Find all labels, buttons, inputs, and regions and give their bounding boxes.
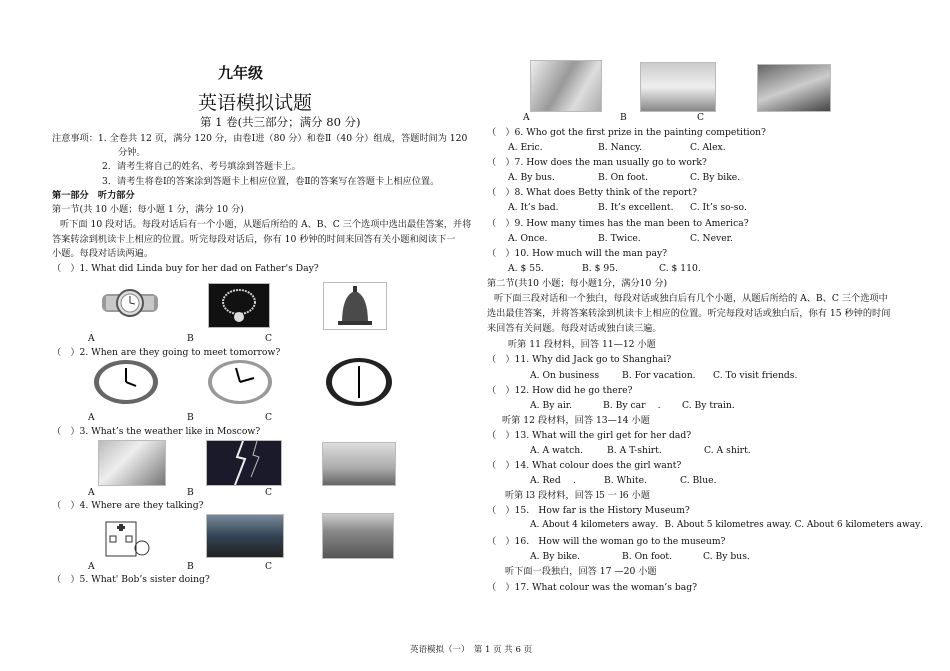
necklace-image	[208, 283, 270, 328]
q15-options: A. About 4 kilometers away．B. About 5 kilometres away. C. About 6 kilometers away．	[530, 520, 930, 530]
notes-line-1: 注意事项：1. 全卷共 12 页，满分 120 分，由卷Ⅰ进（80 分）和卷Ⅱ（40 分）组成，答题时间为 120	[52, 133, 468, 144]
question-3: （ ）3. What’s the weather like in Moscow?	[52, 426, 261, 437]
option-a-label: A	[88, 561, 95, 572]
paper-subtitle: 第 1 卷(共三部分；满分 80 分)	[200, 115, 361, 129]
option-b-label: B	[187, 487, 194, 498]
bell-icon	[324, 283, 386, 329]
q7-option-c: C. By bike.	[690, 172, 741, 183]
option-b-label: B	[187, 412, 194, 423]
q11-option-b: B. For vacation.	[622, 370, 696, 381]
option-c-label: C	[265, 487, 273, 498]
q10-option-a: A. $ 55.	[508, 263, 544, 274]
q12-option-a: A. By air.	[530, 400, 573, 411]
page-footer: 英语模拟（一） 第 1 页 共 6 页	[410, 645, 533, 655]
clock-icon	[206, 358, 274, 406]
snow-image	[98, 440, 166, 486]
option-a-label: A	[88, 487, 95, 498]
material-11-note: 听第 11 段材料，回答 11—12 小题	[508, 339, 656, 350]
question-9: （ ）9. How many times has the man been to America?	[487, 218, 749, 229]
clock-icon	[325, 356, 393, 408]
section1-instr-2: 答案转涂到机读卡上相应的位置。听完每段对话后，你有 10 秒钟的时间来回答有关小题和阅读下一	[52, 234, 456, 245]
clock-icon	[92, 358, 160, 406]
q13-option-c: C. A shirt.	[704, 445, 751, 456]
q16-option-b: B. On foot.	[622, 551, 673, 562]
q13-option-b: B. A T-shirt.	[607, 445, 662, 456]
question-10: （ ）10. How much will the man pay?	[487, 248, 668, 259]
question-2: （ ）2. When are they going to meet tomorrow?	[52, 347, 281, 358]
question-1: （ ）1. What did Linda buy for her dad on Father's Day?	[52, 263, 319, 274]
swimming-image	[757, 64, 831, 112]
q6-option-b: B. Nancy.	[598, 142, 643, 153]
clock-c-image	[325, 356, 393, 408]
monologue-note: 听下面一段独白，回答 17 —20 小题	[505, 566, 657, 577]
section1-heading: 第一节(共 10 小题；每小题 1 分，满分 10 分)	[52, 204, 244, 215]
q8-option-c: C. It’s so-so.	[690, 202, 747, 213]
question-5: （ ）5. What' Bob’s sister doing?	[52, 574, 210, 585]
q14-option-b: B. White.	[604, 475, 647, 486]
section2-instr-3: 来回答有关问题。每段对话或独白读三遍。	[487, 323, 662, 334]
q14-option-a: A. Red .	[530, 475, 576, 486]
notes-line-1b: 分钟。	[118, 147, 146, 158]
q16-option-c: C. By bus．	[703, 551, 757, 562]
grade-heading: 九年级	[218, 64, 264, 82]
notes-line-3: 3．请考生将卷Ⅰ的答案涂到答题卡上相应位置，卷Ⅱ的答案写在答题卡上相应位置。	[102, 176, 440, 187]
q12-option-b: B. By car .	[603, 400, 661, 411]
q11-option-a: A. On business	[530, 370, 600, 381]
section2-heading: 第二节(共10 小题；每小题1分，满分10 分)	[487, 278, 668, 289]
q8-option-a: A. It’s bad.	[508, 202, 559, 213]
question-4: （ ）4. Where are they talking?	[52, 500, 204, 511]
q7-option-b: B. On foot.	[598, 172, 649, 183]
q6-option-c: C. Alex.	[690, 142, 726, 153]
option-c-label: C	[265, 333, 273, 344]
question-11: （ ）11. Why did Jack go to Shanghai?	[487, 354, 672, 365]
sleeping-image	[530, 60, 602, 112]
clock-b-image	[206, 358, 274, 406]
part1-heading: 第一部分 听力部分	[52, 190, 135, 201]
option-a-label: A	[523, 112, 530, 123]
option-b-label: B	[187, 561, 194, 572]
option-c-label: C	[697, 112, 705, 123]
running-image	[640, 62, 716, 112]
hospital-icon	[92, 514, 154, 558]
option-a-label: A	[88, 333, 95, 344]
windy-image	[322, 442, 396, 486]
question-17: （ ）17. What colour was the woman’s bag?	[487, 582, 698, 593]
q9-option-c: C. Never.	[690, 233, 733, 244]
clock-a-image	[92, 358, 160, 406]
question-12: （ ）12. How did he go there?	[487, 385, 633, 396]
option-c-label: C	[265, 561, 273, 572]
necklace-icon	[209, 284, 269, 327]
watch-image	[100, 280, 160, 326]
section1-instr-1: 听下面 10 段对话。每段对话后有一个小题，从题后所给的 A、B、C 三个选项中选出最佳答案，并将	[60, 219, 472, 230]
watch-icon	[100, 280, 160, 326]
material-12-note: 听第 12 段材料，回答 13—14 小题	[502, 415, 650, 426]
section2-instr-1: 听下面三段对话和一个独白，每段对话或独白后有几个小题，从题后所给的 A、B、C 三个选项中	[494, 293, 888, 304]
question-14: （ ）14. What colour does the girl want?	[487, 460, 682, 471]
q7-option-a: A. By bus.	[508, 172, 555, 183]
section2-instr-2: 选出最佳答案，并将答案转涂到机读卡上相应的位置。听完每段对话或独白后，你有 15 秒钟的时间	[487, 308, 891, 319]
option-a-label: A	[88, 412, 95, 423]
q14-option-c: C. Blue.	[680, 475, 717, 486]
exam-title: 英语模拟试题	[198, 92, 313, 114]
q10-option-c: C. $ 110.	[659, 263, 701, 274]
question-7: （ ）7. How does the man usually go to work?	[487, 157, 707, 168]
section1-instr-3: 小题。每段对话读两遍。	[52, 248, 154, 259]
question-8: （ ）8. What does Betty think of the report?	[487, 187, 697, 198]
q9-option-b: B. Twice.	[598, 233, 641, 244]
q13-option-a: A. A watch.	[530, 445, 584, 456]
lightning-image	[206, 440, 282, 486]
q6-option-a: A. Eric.	[508, 142, 543, 153]
q8-option-b: B. It’s excellent.	[598, 202, 674, 213]
q11-option-c: C. To visit friends.	[713, 370, 798, 381]
question-15: （ ）15. How far is the History Museum?	[487, 505, 690, 516]
q10-option-b: B. $ 95.	[582, 263, 618, 274]
option-b-label: B	[620, 112, 627, 123]
option-b-label: B	[187, 333, 194, 344]
track-image	[322, 513, 394, 559]
q9-option-a: A. Once.	[508, 233, 548, 244]
bell-image	[323, 282, 387, 330]
question-16: （ ）16. How will the woman go to the museum?	[487, 536, 726, 547]
question-13: （ ）13. What will the girl get for her dad?	[487, 430, 692, 441]
material-13-note: 听第 l3 段材料，回答 l5 一 l6 小题	[505, 490, 650, 501]
option-c-label: C	[265, 412, 273, 423]
question-6: （ ）6. Who got the first prize in the painting competition?	[487, 127, 766, 138]
q16-option-a: A. By bike.	[530, 551, 581, 562]
hospital-image	[92, 514, 154, 558]
q12-option-c: C. By train.	[682, 400, 735, 411]
lightning-icon	[207, 441, 281, 485]
notes-line-2: 2．请考生将自己的姓名、考号填涂到答题卡上。	[102, 161, 301, 172]
factory-image	[206, 514, 284, 558]
